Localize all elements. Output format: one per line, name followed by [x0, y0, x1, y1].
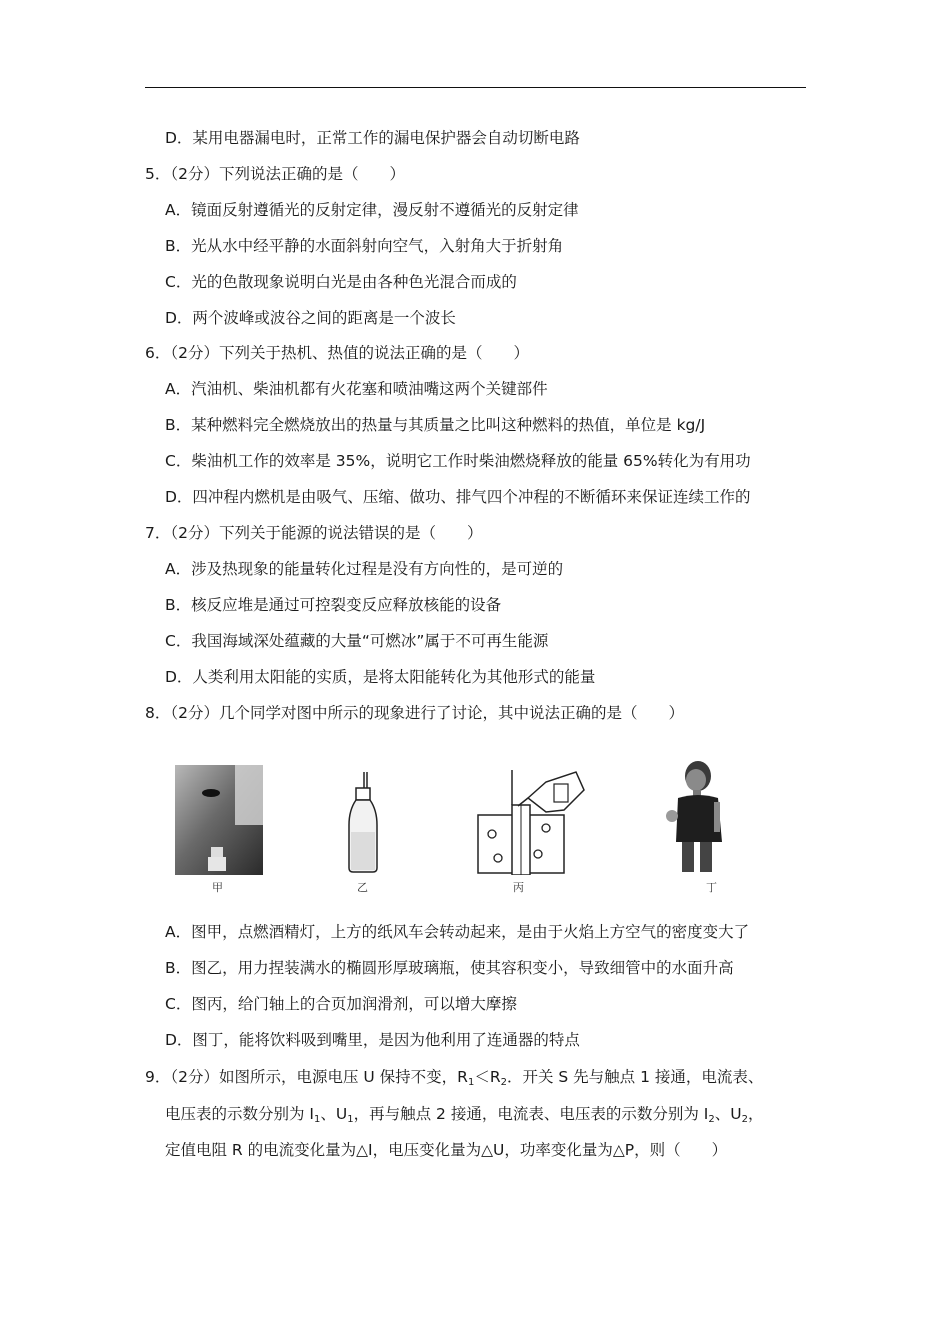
q5-stem: 5．（2分）下列说法正确的是（ ） [145, 165, 405, 183]
figure-jia-image [175, 765, 263, 875]
figure-bing-image [476, 770, 586, 875]
q6-option-c: C．柴油机工作的效率是 35%，说明它工作时柴油燃烧释放的能量 65%转化为有用功 [165, 452, 751, 470]
q6-stem: 6．（2分）下列关于热机、热值的说法正确的是（ ） [145, 344, 529, 362]
figure-ding-caption: 丁 [706, 881, 717, 894]
figure-yi-image [343, 770, 383, 875]
q8-option-b: B．图乙，用力捏装满水的椭圆形厚玻璃瓶，使其容积变小，导致细管中的水面升高 [165, 959, 734, 977]
q5-option-c: C．光的色散现象说明白光是由各种色光混合而成的 [165, 273, 517, 291]
header-rule [145, 87, 806, 88]
q9-stem-line-2: 电压表的示数分别为 $I_1$、$U_1$，再与触点 2 接通，电流表、电压表的示数分别为 $I_2$、$U_2$， [165, 1105, 764, 1125]
q6-option-b: B．某种燃料完全燃烧放出的热量与其质量之比叫这种燃料的热值，单位是 kg/J [165, 416, 706, 434]
q7-option-b: B．核反应堆是通过可控裂变反应释放核能的设备 [165, 596, 502, 614]
q7-option-a: A．涉及热现象的能量转化过程是没有方向性的，是可逆的 [165, 560, 564, 578]
figure-jia-caption: 甲 [212, 881, 223, 894]
figure-bing-caption: 丙 [513, 881, 524, 894]
q7-option-d: D．人类利用太阳能的实质，是将太阳能转化为其他形式的能量 [165, 668, 596, 686]
q9-stem-line-3: 定值电阻 R 的电流变化量为△I，电压变化量为△U，功率变化量为△P，则（ ） [165, 1141, 728, 1159]
figure-ding-image [660, 758, 730, 876]
q8-option-c: C．图丙，给门轴上的合页加润滑剂，可以增大摩擦 [165, 995, 517, 1013]
q4-option-d: D．某用电器漏电时，正常工作的漏电保护器会自动切断电路 [165, 129, 580, 147]
q7-stem: 7．（2分）下列关于能源的说法错误的是（ ） [145, 524, 483, 542]
q5-option-b: B．光从水中经平静的水面斜射向空气，入射角大于折射角 [165, 237, 564, 255]
q8-stem: 8．（2分）几个同学对图中所示的现象进行了讨论，其中说法正确的是（ ） [145, 704, 684, 722]
figure-yi-caption: 乙 [357, 881, 368, 894]
q5-option-a: A．镜面反射遵循光的反射定律，漫反射不遵循光的反射定律 [165, 201, 579, 219]
q8-option-d: D．图丁，能将饮料吸到嘴里，是因为他利用了连通器的特点 [165, 1031, 580, 1049]
q6-option-d: D．四冲程内燃机是由吸气、压缩、做功、排气四个冲程的不断循环来保证连续工作的 [165, 488, 751, 506]
q7-option-c: C．我国海域深处蕴藏的大量“可燃冰”属于不可再生能源 [165, 632, 549, 650]
q5-option-d: D．两个波峰或波谷之间的距离是一个波长 [165, 309, 456, 327]
q9-stem-line-1: 9．（2分）如图所示，电源电压 U 保持不变，$R_1<R_2$．开关 S 先与触点 1 接通，电流表、 [145, 1068, 764, 1088]
q6-option-a: A．汽油机、柴油机都有火花塞和喷油嘴这两个关键部件 [165, 380, 548, 398]
q8-option-a: A．图甲，点燃酒精灯，上方的纸风车会转动起来，是由于火焰上方空气的密度变大了 [165, 923, 750, 941]
